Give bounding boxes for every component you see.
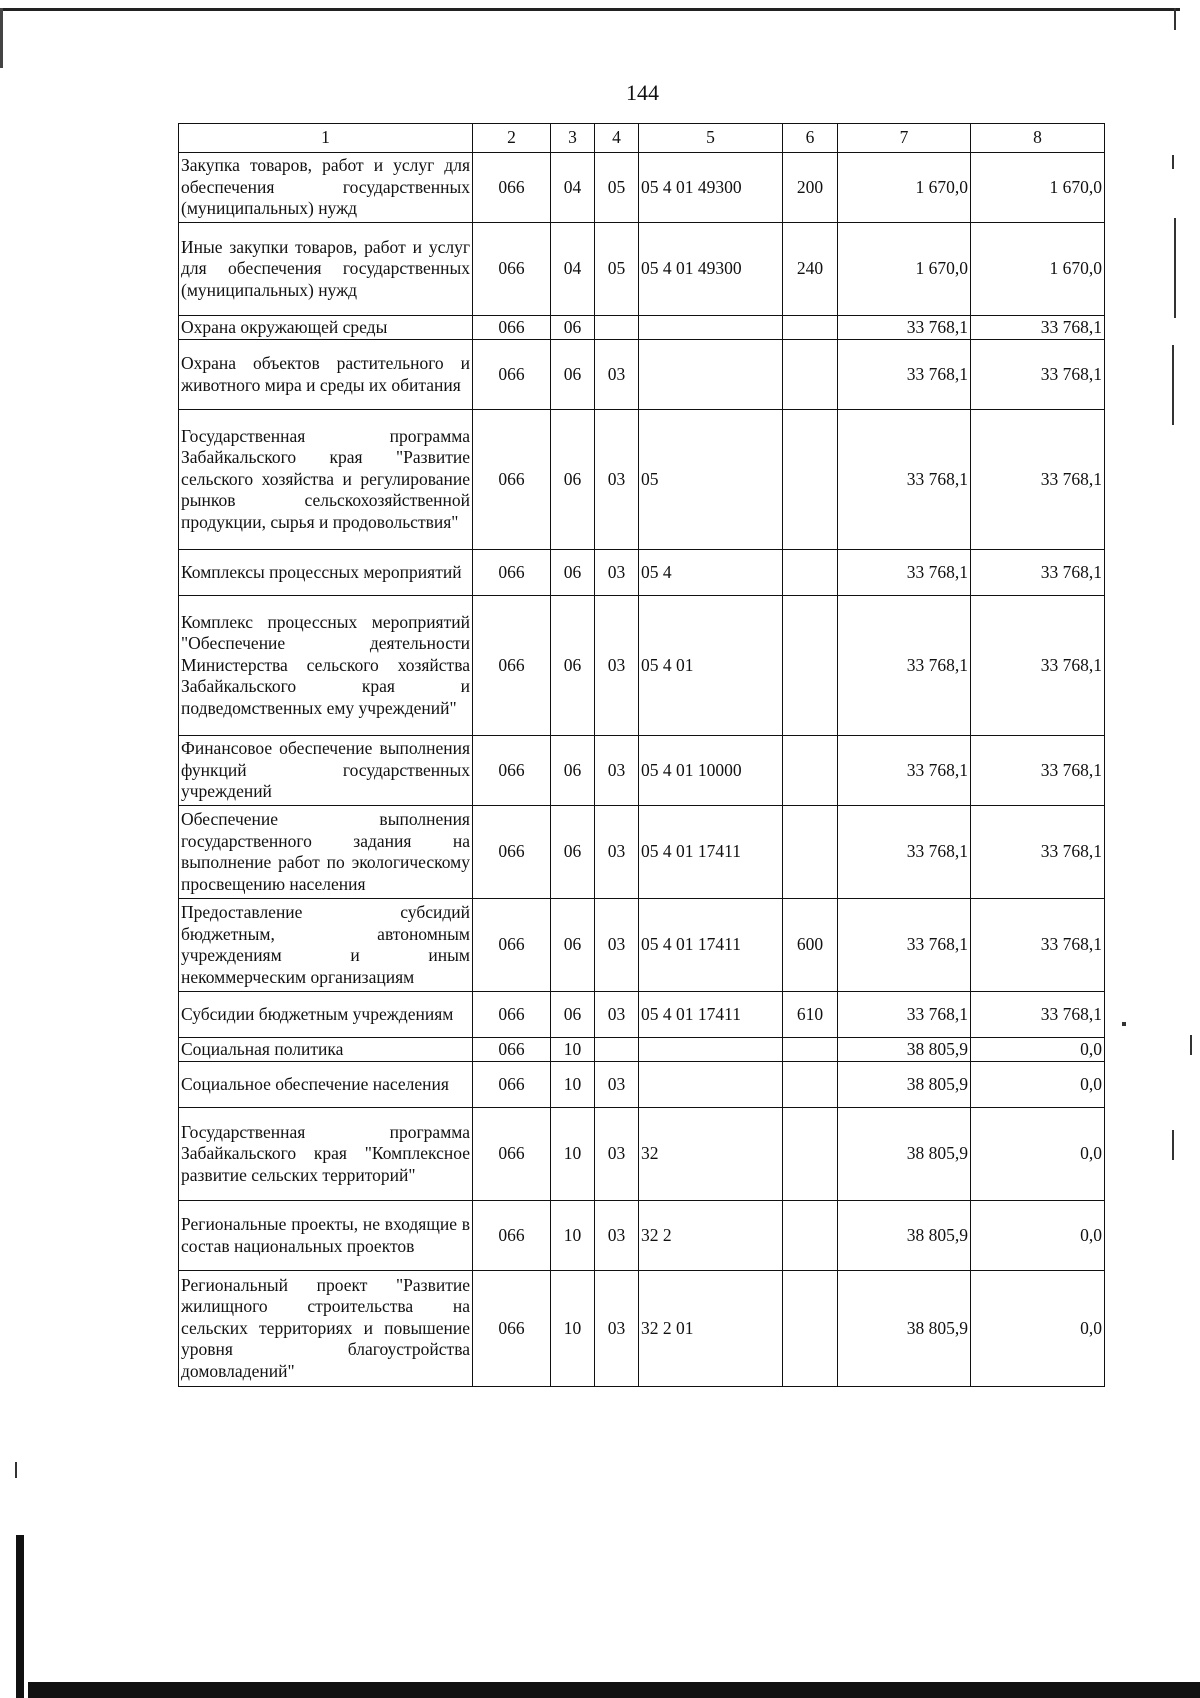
- row-name: Комплексы процессных мероприятий: [179, 550, 473, 596]
- row-name: Закупка товаров, работ и услуг для обеспечения государственных (муниципальных) нужд: [179, 153, 473, 223]
- table-row: [179, 316, 1105, 340]
- row-name: Предоставление субсидий бюджетным, автономным учреждениям и иным некоммерческим организациям: [179, 899, 473, 992]
- scan-speck: [1172, 1130, 1174, 1160]
- cell-pr: 03: [595, 550, 639, 596]
- cell-rz: 06: [551, 806, 595, 899]
- row-name: Региональные проекты, не входящие в состав национальных проектов: [179, 1201, 473, 1271]
- cell-sum-1: 33 768,1: [838, 340, 971, 410]
- cell-sum-1: 33 768,1: [838, 550, 971, 596]
- row-name: Обеспечение выполнения государственного задания на выполнение работ по экологическому просвещению населения: [179, 806, 473, 899]
- cell-sum-1: 38 805,9: [838, 1038, 971, 1062]
- cell-csr: [639, 1062, 783, 1108]
- cell-sum-1: 33 768,1: [838, 410, 971, 550]
- cell-rz: 04: [551, 153, 595, 223]
- table-row: [179, 806, 1105, 899]
- cell-ved: 066: [473, 410, 551, 550]
- cell-pr: [595, 1038, 639, 1062]
- cell-ved: 066: [473, 1108, 551, 1201]
- table-row: [179, 340, 1105, 410]
- cell-rz: 04: [551, 223, 595, 316]
- cell-rz: 10: [551, 1201, 595, 1271]
- scan-border-left: [0, 8, 3, 68]
- cell-sum-2: 33 768,1: [971, 736, 1105, 806]
- row-name: Государственная программа Забайкальского края "Комплексное развитие сельских территорий": [179, 1108, 473, 1201]
- column-header: 8: [971, 124, 1105, 153]
- cell-pr: 05: [595, 223, 639, 316]
- table-row: [179, 153, 1105, 223]
- scan-border-bottom: [28, 1682, 1200, 1698]
- column-header: 1: [179, 124, 473, 153]
- cell-sum-2: 33 768,1: [971, 316, 1105, 340]
- table-row: [179, 550, 1105, 596]
- cell-ved: 066: [473, 223, 551, 316]
- cell-ved: 066: [473, 153, 551, 223]
- cell-rz: 06: [551, 316, 595, 340]
- cell-ved: 066: [473, 1062, 551, 1108]
- scan-speck: [1174, 218, 1176, 318]
- cell-sum-1: 38 805,9: [838, 1201, 971, 1271]
- row-name: Социальная политика: [179, 1038, 473, 1062]
- cell-vr: 240: [783, 223, 838, 316]
- cell-vr: [783, 1108, 838, 1201]
- cell-vr: 600: [783, 899, 838, 992]
- cell-vr: [783, 806, 838, 899]
- cell-rz: 10: [551, 1271, 595, 1387]
- cell-rz: 10: [551, 1108, 595, 1201]
- row-name: Государственная программа Забайкальского края "Развитие сельского хозяйства и регулирование рынков сельскохозяйственной продукции, сырья и продовольствия": [179, 410, 473, 550]
- scan-speck: [1190, 1035, 1192, 1055]
- cell-sum-1: 38 805,9: [838, 1108, 971, 1201]
- cell-rz: 10: [551, 1038, 595, 1062]
- cell-sum-2: 0,0: [971, 1062, 1105, 1108]
- cell-sum-1: 38 805,9: [838, 1271, 971, 1387]
- cell-ved: 066: [473, 1201, 551, 1271]
- cell-pr: 03: [595, 1062, 639, 1108]
- cell-ved: 066: [473, 1271, 551, 1387]
- column-header: 6: [783, 124, 838, 153]
- cell-csr: 32 2 01: [639, 1271, 783, 1387]
- cell-vr: [783, 550, 838, 596]
- cell-csr: 32 2: [639, 1201, 783, 1271]
- cell-pr: 03: [595, 806, 639, 899]
- cell-sum-1: 33 768,1: [838, 992, 971, 1038]
- cell-csr: [639, 1038, 783, 1062]
- cell-vr: [783, 1062, 838, 1108]
- column-header: 7: [838, 124, 971, 153]
- cell-vr: [783, 410, 838, 550]
- cell-sum-2: 0,0: [971, 1038, 1105, 1062]
- cell-vr: [783, 1038, 838, 1062]
- cell-rz: 06: [551, 992, 595, 1038]
- cell-ved: 066: [473, 550, 551, 596]
- cell-csr: [639, 340, 783, 410]
- cell-rz: 06: [551, 340, 595, 410]
- cell-csr: 05 4 01: [639, 596, 783, 736]
- cell-sum-2: 1 670,0: [971, 223, 1105, 316]
- cell-sum-1: 33 768,1: [838, 899, 971, 992]
- cell-csr: 05 4 01 10000: [639, 736, 783, 806]
- cell-ved: 066: [473, 596, 551, 736]
- row-name: Субсидии бюджетным учреждениям: [179, 992, 473, 1038]
- cell-csr: 05 4 01 17411: [639, 806, 783, 899]
- scan-speck: [1122, 1022, 1126, 1026]
- row-name: Иные закупки товаров, работ и услуг для обеспечения государственных (муниципальных) нужд: [179, 223, 473, 316]
- column-header: 3: [551, 124, 595, 153]
- cell-sum-1: 1 670,0: [838, 153, 971, 223]
- cell-sum-2: 1 670,0: [971, 153, 1105, 223]
- cell-sum-2: 33 768,1: [971, 550, 1105, 596]
- cell-sum-2: 33 768,1: [971, 806, 1105, 899]
- cell-ved: 066: [473, 806, 551, 899]
- cell-csr: 05 4: [639, 550, 783, 596]
- table-row: [179, 1201, 1105, 1271]
- cell-rz: 10: [551, 1062, 595, 1108]
- budget-table: [178, 123, 1105, 1387]
- cell-rz: 06: [551, 410, 595, 550]
- cell-pr: 03: [595, 899, 639, 992]
- cell-csr: 05 4 01 17411: [639, 992, 783, 1038]
- cell-rz: 06: [551, 550, 595, 596]
- cell-csr: [639, 316, 783, 340]
- table-row: [179, 1062, 1105, 1108]
- cell-csr: 32: [639, 1108, 783, 1201]
- cell-sum-2: 33 768,1: [971, 410, 1105, 550]
- table-row: [179, 899, 1105, 992]
- table-header-row: [179, 124, 1105, 153]
- table-row: [179, 223, 1105, 316]
- cell-vr: [783, 340, 838, 410]
- cell-rz: 06: [551, 596, 595, 736]
- cell-pr: 03: [595, 736, 639, 806]
- cell-sum-2: 0,0: [971, 1271, 1105, 1387]
- row-name: Финансовое обеспечение выполнения функций государственных учреждений: [179, 736, 473, 806]
- cell-ved: 066: [473, 736, 551, 806]
- cell-vr: [783, 596, 838, 736]
- cell-sum-2: 33 768,1: [971, 596, 1105, 736]
- cell-sum-2: 33 768,1: [971, 992, 1105, 1038]
- table-row: [179, 1108, 1105, 1201]
- cell-ved: 066: [473, 1038, 551, 1062]
- cell-sum-1: 33 768,1: [838, 806, 971, 899]
- cell-sum-1: 38 805,9: [838, 1062, 971, 1108]
- table-row: [179, 1271, 1105, 1387]
- scan-speck: [1172, 345, 1174, 425]
- cell-rz: 06: [551, 899, 595, 992]
- cell-csr: 05 4 01 49300: [639, 153, 783, 223]
- scan-speck: [15, 1462, 17, 1478]
- cell-vr: [783, 1271, 838, 1387]
- row-name: Социальное обеспечение населения: [179, 1062, 473, 1108]
- cell-pr: 03: [595, 340, 639, 410]
- cell-sum-2: 33 768,1: [971, 899, 1105, 992]
- cell-sum-2: 0,0: [971, 1108, 1105, 1201]
- column-header: 4: [595, 124, 639, 153]
- row-name: Охрана объектов растительного и животного мира и среды их обитания: [179, 340, 473, 410]
- cell-sum-2: 33 768,1: [971, 340, 1105, 410]
- cell-ved: 066: [473, 899, 551, 992]
- cell-pr: 03: [595, 1201, 639, 1271]
- cell-pr: 03: [595, 1108, 639, 1201]
- cell-sum-1: 33 768,1: [838, 596, 971, 736]
- cell-vr: 200: [783, 153, 838, 223]
- cell-sum-1: 1 670,0: [838, 223, 971, 316]
- scan-speck: [1172, 155, 1174, 169]
- cell-sum-2: 0,0: [971, 1201, 1105, 1271]
- scan-border-top: [0, 8, 1180, 11]
- table-row: [179, 736, 1105, 806]
- cell-pr: 03: [595, 410, 639, 550]
- cell-pr: 05: [595, 153, 639, 223]
- row-name: Охрана окружающей среды: [179, 316, 473, 340]
- table-row: [179, 596, 1105, 736]
- cell-csr: 05 4 01 17411: [639, 899, 783, 992]
- cell-vr: 610: [783, 992, 838, 1038]
- cell-sum-1: 33 768,1: [838, 736, 971, 806]
- table-row: [179, 992, 1105, 1038]
- scan-border-bottom-left: [16, 1535, 24, 1698]
- cell-csr: 05: [639, 410, 783, 550]
- cell-sum-1: 33 768,1: [838, 316, 971, 340]
- cell-rz: 06: [551, 736, 595, 806]
- cell-ved: 066: [473, 316, 551, 340]
- cell-pr: 03: [595, 1271, 639, 1387]
- cell-vr: [783, 316, 838, 340]
- page-number: 144: [626, 80, 659, 105]
- column-header: 5: [639, 124, 783, 153]
- scan-mark: [1174, 8, 1176, 30]
- table-row: [179, 1038, 1105, 1062]
- cell-pr: 03: [595, 596, 639, 736]
- cell-pr: [595, 316, 639, 340]
- cell-pr: 03: [595, 992, 639, 1038]
- cell-ved: 066: [473, 340, 551, 410]
- cell-csr: 05 4 01 49300: [639, 223, 783, 316]
- column-header: 2: [473, 124, 551, 153]
- row-name: Комплекс процессных мероприятий "Обеспечение деятельности Министерства сельского хозяйства Забайкальского края и подведомственных ему учреждений": [179, 596, 473, 736]
- row-name: Региональный проект "Развитие жилищного строительства на сельских территориях и повышение уровня благоустройства домовладений": [179, 1271, 473, 1387]
- cell-vr: [783, 1201, 838, 1271]
- cell-vr: [783, 736, 838, 806]
- table-row: [179, 410, 1105, 550]
- cell-ved: 066: [473, 992, 551, 1038]
